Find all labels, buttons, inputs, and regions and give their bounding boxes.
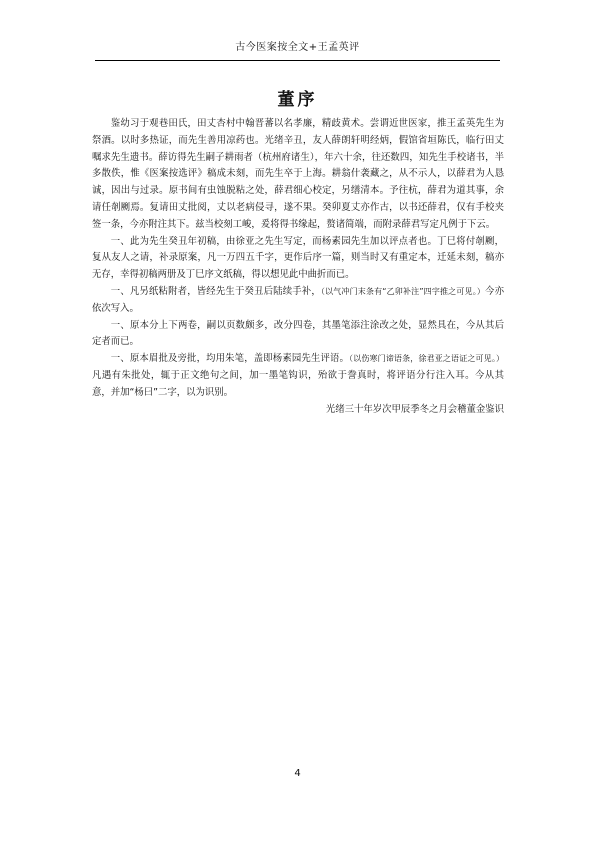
paragraph-note: （以伤寒门谛语条，徐君亚之语证之可见。）: [349, 354, 504, 364]
page-title: 董序: [277, 90, 318, 110]
page-number: 4: [294, 768, 301, 779]
preface-body: [92, 116, 504, 418]
paragraph-text: 一、凡另纸粘附者，皆经先生于癸丑后陆续手补，: [110, 285, 321, 297]
paragraph-text: 鉴幼习于观巷田氏，田丈杏村中翰晋蕃以名孝廉，精歧黄术。尝谓近世医家，推王孟英先生为祭酒。以时多热证，而先生善用凉药也。光绪辛丑，友人薛朗轩明经炳，假馆省垣陈氏，临行田丈嘱求先生遗书。薛访得先生嗣子耕雨者（杭州府诸生），年六十余，往还数四，知先生手校诸书，半多散佚，惟《医案按选评》稿成未刻，而先生卒于上海。耕翁什袭藏之，从不示人，以薛君为人恳诚，因出与过录。原书间有虫蚀脱粘之处，薛君细心校定，另缮清本。予往杭，薛君为道其事，余请任剞劂焉。复请田丈批阅，丈以老病侵寻，遂不果。癸卯夏丈亦作古，以书还薛君，仅有手校夹签一条，今亦附注其下。兹当校刻工峻，爰将得书缘起，赘诸简端，而附录薛君写定凡例于下云。: [92, 118, 504, 230]
signature: 光绪三十年岁次甲辰季冬之月会稽董金鉴识: [325, 403, 504, 415]
paragraph-text: 一、此为先生癸丑年初稿，由徐亚之先生写定，而杨素园先生加以评点者也。丁巳将付剞劂，复从友人之请，补录原案，凡一万四五千字，更作后序一篇，则当时又有重定本，迁延未刻，稿亦无存，幸得初稿两册及丁巳序文纸稿，得以想见此中曲折而已。: [92, 235, 504, 281]
paragraph-text: 一、原本分上下两卷，嗣以页数颇多，改分四卷，其墨笔添注涂改之处，显然具在，今从其后定者而已。: [92, 319, 504, 348]
paragraph-text-tail: 凡遇有朱批处，辄于正文绝句之间，加一墨笔钩识，殆欲于誊真时，将评语分行注入耳。今从其意，并加“杨曰”二字，以为识别。: [92, 369, 504, 398]
paragraph-rule-2: [92, 284, 504, 318]
running-header: [95, 40, 500, 61]
paragraph-text-tail: 今亦依次写入。: [92, 285, 504, 314]
paragraph-rule-3: [92, 318, 504, 352]
paragraph-intro: [92, 116, 504, 234]
header-title: 古今医案按全文+王孟英评: [235, 42, 360, 53]
paragraph-text: 一、原本眉批及旁批，均用朱笔，盖即杨素园先生评语。: [110, 353, 350, 365]
paragraph-rule-4: [92, 351, 504, 401]
paragraph-note: （以气冲门末条有“乙卯补注”四字推之可见。）: [320, 286, 486, 296]
paragraph-rule-1: [92, 234, 504, 284]
